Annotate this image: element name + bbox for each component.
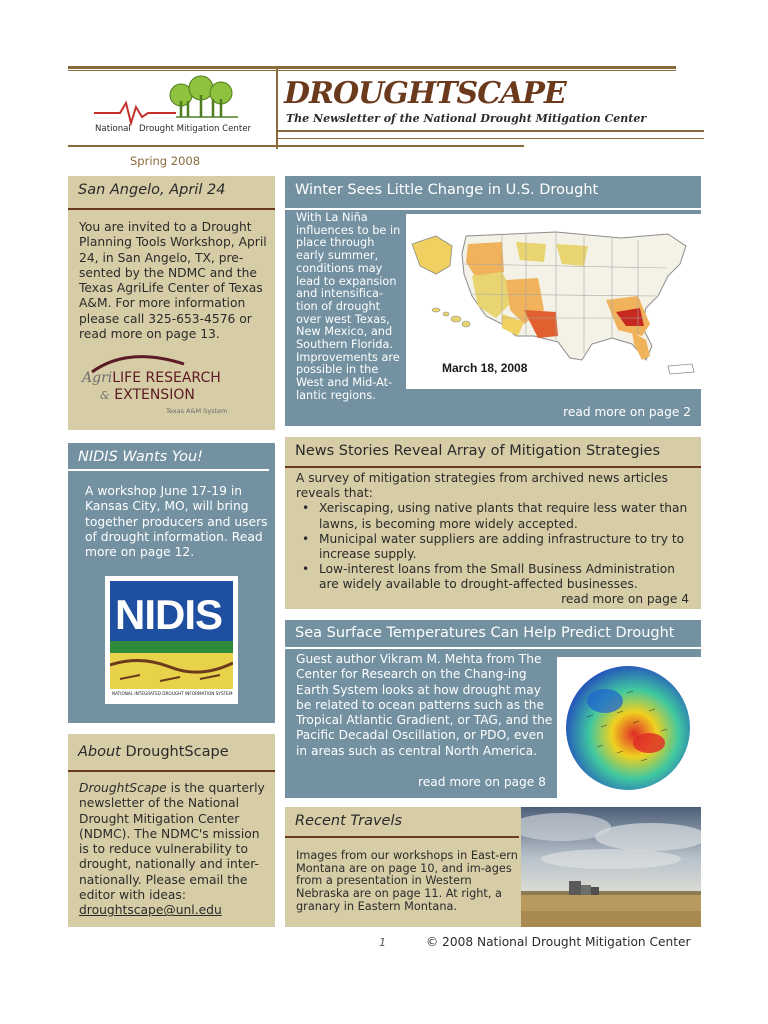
granary-photo [521,807,701,927]
newsletter-title: DROUGHTSCAPE [284,76,566,111]
san-angelo-panel [68,176,275,430]
about-heading [68,734,275,768]
agrilife-research: LIFE RESEARCH [112,370,221,386]
about-panel [68,734,275,927]
travels-heading: Recent Travels [295,813,403,829]
news-body [296,471,696,593]
page-number: 1 [379,936,386,949]
heading-rule [68,208,275,210]
agrilife-line3: Texas A&M System [166,407,228,415]
news-panel [285,437,701,609]
list-item: • Xeriscaping, using native plants that require less water than lawns, is becoming more widely accepted. [296,501,696,531]
heading-rule [285,836,519,838]
san-angelo-heading: San Angelo, April 24 [78,182,226,198]
sst-globe-image [557,657,701,798]
list-item: • Low-interest loans from the Small Business Administration are widely available to drought-affected businesses. [296,562,696,592]
travels-panel [285,807,701,927]
sst-heading: Sea Surface Temperatures Can Help Predict Drought [295,625,675,641]
masthead-lower-rule-2 [278,138,704,139]
nidis-logo [105,576,238,704]
winter-body: With La Niña influences to be in place through early summer, conditions may lead to expansion and intensifica-tion of drought over west Texas, New Mexico, and Southern Florida. Improvements are possible in the West and Mid-At-lantic regions. [296,211,401,402]
editor-email-link[interactable]: droughtscape@unl.edu [79,903,222,918]
masthead-lower-rule [278,130,704,132]
agrilife-logo [80,350,270,420]
issue-date: Spring 2008 [130,154,201,168]
winter-panel [285,176,701,426]
winter-heading: Winter Sees Little Change in U.S. Drought [295,182,599,198]
sst-body: Guest author Vikram M. Mehta from The Center for Research on the Chang-ing Earth System looks at how drought may be related to ocean patterns such as the Tropical Atlantic Gradient, or TAG, and the Pacific Decadal Oscillation, or PDO, even in areas such as central North America. [296,652,553,758]
heading-rule [68,469,269,471]
news-bullets [296,501,696,592]
newsletter-subtitle: The Newsletter of the National Drought Mitigation Center [286,112,647,125]
map-date: March 18, 2008 [442,361,528,375]
list-item: • Municipal water suppliers are adding infrastructure to try to increase supply. [296,532,696,562]
sst-panel [285,620,701,798]
sst-read-more[interactable]: read more on page 8 [418,775,546,789]
winter-read-more[interactable]: read more on page 2 [563,405,691,419]
agrilife-line2 [100,387,195,403]
globe-icon [557,657,701,798]
nidis-body: A workshop June 17-19 in Kansas City, MO, will bring together producers and users of drought information. Read more on page 12. [85,484,268,560]
nidis-logo-text: NIDIS [115,591,223,638]
agrilife-extension: EXTENSION [114,387,195,403]
about-title-italic: DroughtScape [79,781,167,795]
logo-text: National Drought Mitigation Center [95,124,252,134]
nidis-logo-caption: NATIONAL INTEGRATED DROUGHT INFORMATION SYSTEM [112,691,233,696]
about-body-text: is the quarterly newsletter of the National Drought Mitigation Center (NDMC). The NDMC's mission is to reduce vulnerability to drought, nationally and inter-nationally. Please email the editor with ideas: [79,781,265,903]
heading-rule [68,770,275,772]
heading-rule [285,647,701,649]
nidis-logo-frame [110,581,233,699]
travels-body: Images from our workshops in East-ern Montana are on page 10, and im-ages from a presentation in Western Nebraska are on page 11. At right, a granary in Eastern Montana. [296,849,518,913]
nidis-heading: NIDIS Wants You! [78,449,203,465]
about-body [79,781,273,919]
news-read-more[interactable]: read more on page 4 [561,592,689,606]
heading-rule [285,208,701,210]
agrilife-line1 [82,370,221,386]
about-heading-b: DroughtScape [125,744,229,760]
masthead [68,66,704,150]
masthead-top-rule [68,66,676,69]
heading-rule [285,466,701,468]
news-heading: News Stories Reveal Array of Mitigation Strategies [295,443,661,459]
drought-map [406,214,701,389]
granary-landscape-icon [521,807,701,927]
nidis-panel [68,443,275,723]
agrilife-agri: Agri [82,370,113,386]
agrilife-amp: & [100,389,110,402]
about-heading-a: About [78,744,121,760]
san-angelo-body: You are invited to a Drought Planning Tools Workshop, April 24, in San Angelo, TX, pre-sented by the NDMC and the Texas AgriLife Center of Texas A&M. For more information please call 325-653-4576 or read more on page 13. [79,220,267,342]
copyright: © 2008 National Drought Mitigation Center [426,935,691,949]
masthead-bottom-rule [68,145,524,147]
masthead-vertical-rule [276,69,278,149]
news-intro: A survey of mitigation strategies from archived news articles reveals that: [296,471,668,501]
